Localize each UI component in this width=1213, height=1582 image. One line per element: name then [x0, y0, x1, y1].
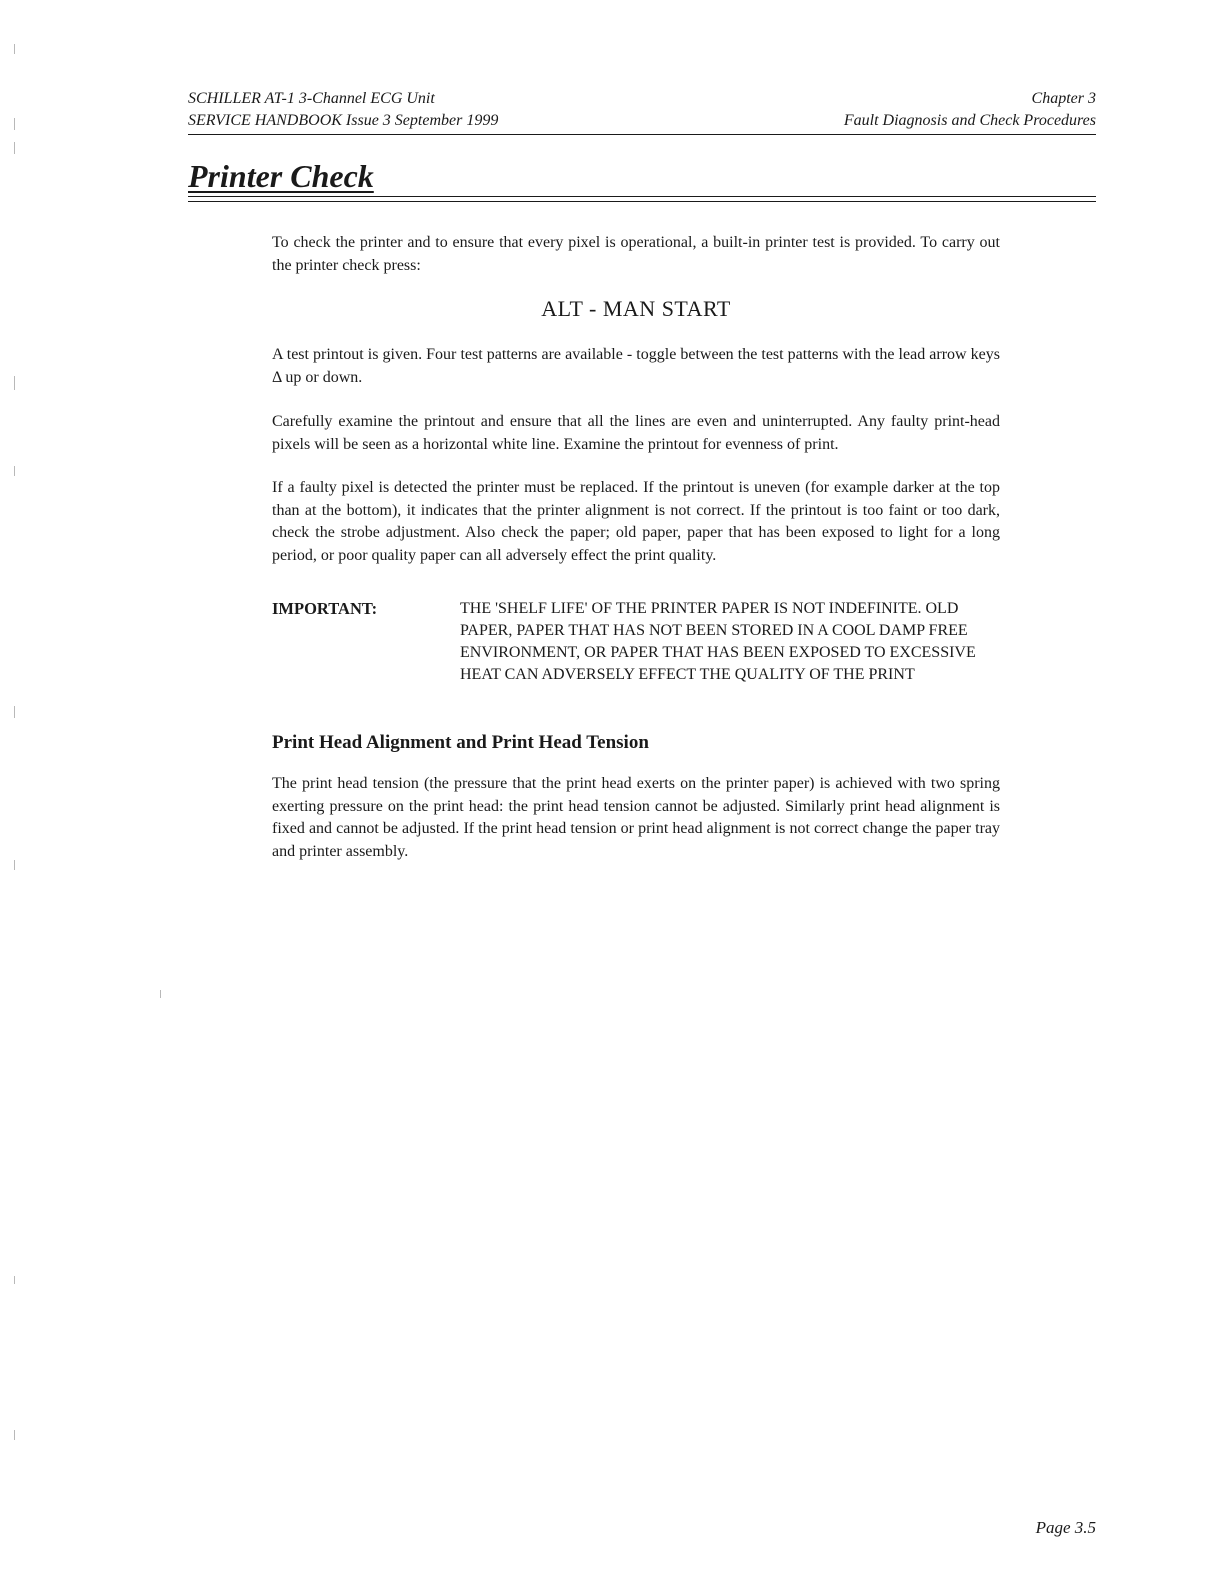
- title-divider-top: [188, 196, 1096, 197]
- important-label: IMPORTANT:: [272, 599, 378, 618]
- scan-speck: [14, 376, 15, 390]
- examine-printout-paragraph: Carefully examine the printout and ensure that all the lines are even and uninterrupted. Any faulty print-head pixels will be seen as a horizontal white line. Examine the printout for evenness of print.: [272, 413, 1000, 453]
- header-chapter-title: Fault Diagnosis and Check Procedures: [843, 112, 1096, 129]
- section-title: Printer Check: [188, 158, 374, 194]
- intro-paragraph: To check the printer and to ensure that every pixel is operational, a built-in printer test is provided. To carry out the printer check press:: [272, 234, 1000, 274]
- header-chapter: Chapter 3: [1031, 90, 1096, 107]
- scan-speck: [14, 466, 15, 476]
- subsection-heading: Print Head Alignment and Print Head Tension: [272, 732, 649, 753]
- scan-speck: [14, 1430, 15, 1440]
- scan-speck: [14, 142, 15, 154]
- header-product-title: SCHILLER AT-1 3-Channel ECG Unit: [188, 90, 435, 107]
- header-left: [188, 88, 498, 132]
- scan-speck: [14, 1276, 15, 1284]
- important-notice: THE 'SHELF LIFE' OF THE PRINTER PAPER IS NOT INDEFINITE. OLD PAPER, PAPER THAT HAS NOT BEEN STORED IN A COOL DAMP FREE ENVIRONMENT, OR PAPER THAT HAS BEEN EXPOSED TO EXCESSIVE HEAT CAN ADVERSELY EFFECT THE QUALITY OF THE PRINT: [460, 600, 976, 683]
- scan-speck: [160, 990, 161, 998]
- scan-speck: [14, 44, 15, 54]
- page-number: Page 3.5: [1035, 1518, 1096, 1537]
- header-divider: [188, 134, 1096, 135]
- scan-speck: [14, 706, 15, 718]
- header-right: [844, 88, 1096, 132]
- title-divider-bottom: [188, 201, 1096, 202]
- header-handbook-issue: SERVICE HANDBOOK Issue 3 September 1999: [188, 112, 499, 129]
- key-command: ALT - MAN START: [541, 296, 731, 321]
- test-printout-paragraph: A test printout is given. Four test patterns are available - toggle between the test patterns with the lead arrow keys Δ up or down.: [272, 346, 1000, 386]
- scan-speck: [14, 860, 15, 870]
- scan-speck: [14, 118, 15, 130]
- faulty-pixel-paragraph: If a faulty pixel is detected the printer must be replaced. If the printout is uneven (for example darker at the top than at the bottom), it indicates that the printer alignment is not correct. If the printout is too faint or too dark, check the strobe adjustment. Also check the paper; old paper, paper that has been exposed to light for a long period, or poor quality paper can all adversely effect the print quality.: [272, 479, 1000, 564]
- print-head-paragraph: The print head tension (the pressure that the print head exerts on the printer paper) is achieved with two spring exerting pressure on the print head: the print head tension cannot be adjusted. Similarly print head alignment is fixed and cannot be adjusted. If the print head tension or print head alignment is not correct change the paper tray and printer assembly.: [272, 775, 1000, 860]
